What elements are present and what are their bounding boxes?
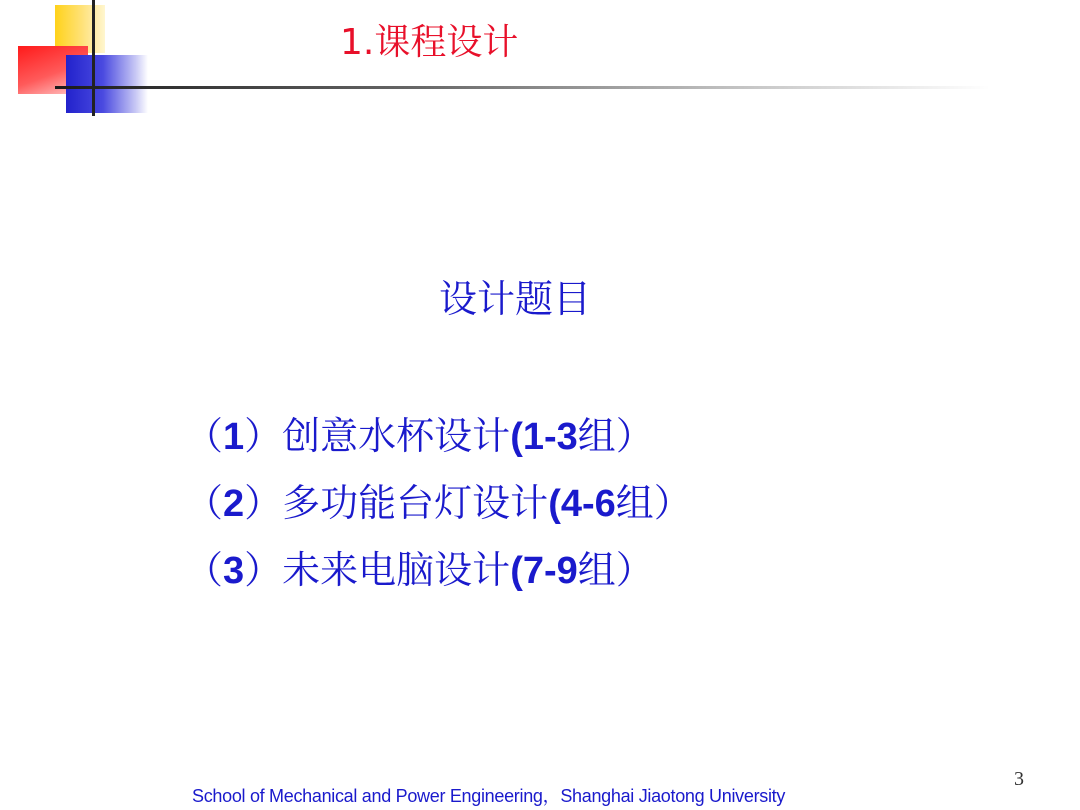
topic-item-1 [185, 403, 692, 470]
topic-close-paren: ） [244, 548, 283, 592]
topic-item-2 [185, 470, 692, 537]
topic-open-paren: （ [185, 548, 224, 592]
topic-group-suffix: 组） [577, 414, 654, 458]
topic-name: 创意水杯设计 [282, 414, 511, 458]
header-divider [55, 86, 990, 89]
topic-item-3 [185, 537, 692, 604]
topic-close-paren: ） [244, 414, 283, 458]
topic-list [185, 403, 692, 604]
topic-open-paren: （ [185, 414, 224, 458]
topic-name: 未来电脑设计 [282, 548, 511, 592]
logo-vertical-line [92, 0, 95, 116]
topic-group-suffix: 组） [615, 481, 692, 525]
topic-number: 3 [223, 550, 245, 592]
page-number: 3 [1014, 768, 1024, 790]
topic-number: 2 [223, 483, 245, 525]
topic-open-paren: （ [185, 481, 224, 525]
topic-group-range: (1-3 [510, 416, 578, 458]
topic-close-paren: ） [244, 481, 283, 525]
topic-name: 多功能台灯设计 [282, 481, 549, 525]
logo-blue-block [66, 55, 148, 113]
footer-institution: School of Mechanical and Power Engineering，Shanghai Jiaotong University [192, 786, 786, 806]
topic-group-range: (7-9 [510, 550, 578, 592]
topic-group-range: (4-6 [548, 483, 616, 525]
topic-group-suffix: 组） [577, 548, 654, 592]
topic-number: 1 [223, 416, 245, 458]
slide-title: 1.课程设计 [340, 22, 519, 63]
topics-heading: 设计题目 [438, 277, 591, 321]
